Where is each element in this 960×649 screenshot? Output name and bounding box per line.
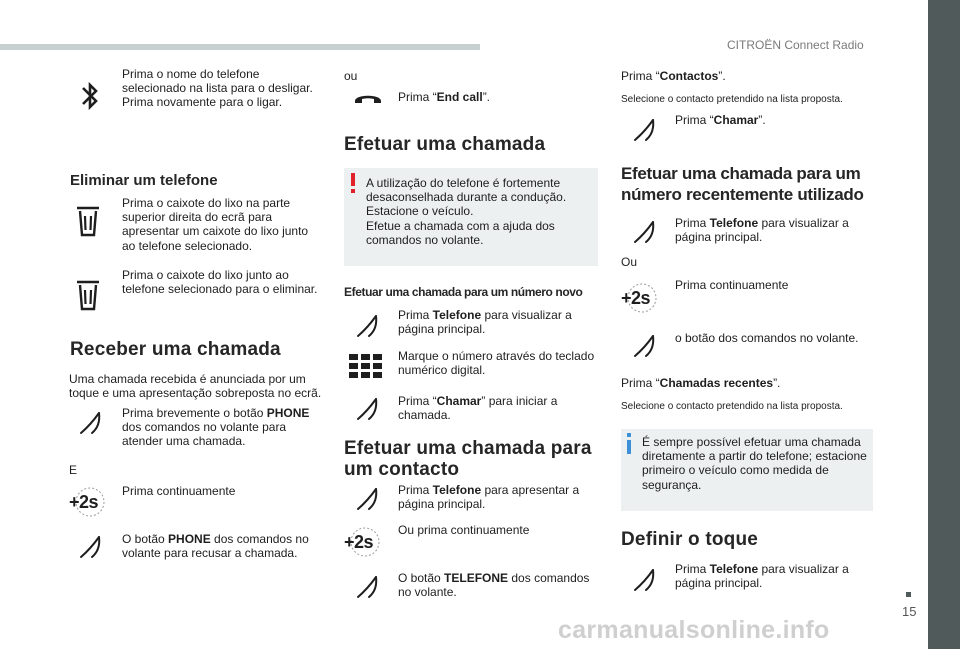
touch-icon [355, 574, 379, 600]
touch-icon [78, 534, 102, 560]
info-mark-dot [627, 433, 631, 437]
page-edge-bar [928, 0, 960, 649]
delete-step-b: Prima o caixote do lixo junto ao telefone selecionado para o eliminar. [122, 268, 318, 297]
info-mark [627, 440, 631, 454]
long-press-label: +2s [344, 532, 374, 552]
or-label: ou [344, 69, 358, 83]
touch-icon [632, 219, 656, 245]
long-press-icon [67, 486, 111, 518]
receive-step-2: Prima continuamente [122, 484, 236, 498]
delete-step-a: Prima o caixote do lixo na parte superior direita do ecrã para apresentar um caixote do lixo junto ao telefone selecionado. [122, 196, 309, 253]
brand-label: CITROËN Connect Radio [727, 38, 864, 52]
touch-icon [355, 486, 379, 512]
call-button-text: Prima “Chamar”. [675, 113, 766, 127]
ringtone-heading: Definir o toque [621, 529, 759, 550]
page-number: 15 [902, 604, 917, 619]
ringtone-step-1: Prima Telefone para visualizar a página principal. [675, 562, 849, 591]
keypad-icon [347, 352, 385, 384]
receive-call-heading: Receber uma chamada [70, 339, 281, 360]
bluetooth-icon [80, 78, 100, 114]
end-marker [906, 592, 911, 597]
end-call-text: Prima “End call”. [398, 90, 491, 104]
recent-select-text: Selecione o contacto pretendido na lista proposta. [621, 401, 843, 412]
long-press-icon [619, 282, 663, 314]
contact-step-2: Ou prima continuamente [398, 523, 530, 537]
recent-step-3: o botão dos comandos no volante. [675, 331, 859, 345]
long-press-icon [342, 526, 386, 558]
recent-step-1: Prima Telefone para visualizar a página principal. [675, 216, 849, 245]
trash-icon [76, 206, 100, 238]
ou-label: Ou [621, 255, 638, 269]
header-rule [0, 44, 480, 50]
make-call-heading: Efetuar uma chamada [344, 134, 546, 155]
watermark: carmanualsonline.info [558, 616, 830, 644]
touch-icon [632, 567, 656, 593]
touch-icon [632, 117, 656, 143]
new-number-step-1: Prima Telefone para visualizar a página principal. [398, 308, 572, 337]
new-number-step-3: Prima “Chamar” para iniciar a chamada. [398, 394, 558, 423]
long-press-label: +2s [621, 288, 651, 308]
receive-step-3: O botão PHONE dos comandos no volante para recusar a chamada. [122, 532, 309, 561]
touch-icon [355, 396, 379, 422]
warning-mark [351, 173, 355, 186]
touch-icon [632, 333, 656, 359]
info-text: É sempre possível efetuar uma chamada diretamente a partir do telefone; estacione primeiro o veículo como medida de segurança. [642, 435, 867, 492]
delete-phone-heading: Eliminar um telefone [70, 172, 218, 189]
call-contact-heading: Efetuar uma chamada para um contacto [344, 438, 592, 480]
contacts-text: Prima “Contactos”. [621, 69, 726, 83]
touch-icon [78, 410, 102, 436]
and-label: E [69, 463, 78, 477]
trash-icon [76, 280, 100, 312]
contact-step-3: O botão TELEFONE dos comandos no volante. [398, 571, 590, 600]
recent-calls-text: Prima “Chamadas recentes”. [621, 376, 781, 390]
new-number-step-2: Marque o número através do teclado numérico digital. [398, 349, 595, 378]
disconnect-text: Prima o nome do telefone selecionado na lista para o desligar. Prima novamente para o ligar. [122, 67, 313, 110]
contact-step-1: Prima Telefone para apresentar a página principal. [398, 483, 580, 512]
touch-icon [355, 313, 379, 339]
warning-text: A utilização do telefone é fortemente desaconselhada durante a condução. Estacione o veículo. Efetue a chamada com a ajuda dos comandos no volante. [366, 176, 567, 247]
long-press-label: +2s [69, 492, 99, 512]
receive-step-1: Prima brevemente o botão PHONE dos comandos no volante para atender uma chamada. [122, 406, 310, 449]
new-number-heading: Efetuar uma chamada para um número novo [344, 285, 583, 299]
contacts-select-text: Selecione o contacto pretendido na lista proposta. [621, 94, 843, 105]
receive-intro: Uma chamada recebida é anunciada por um toque e uma apresentação sobreposta no ecrã. [69, 372, 322, 401]
hang-up-icon [353, 90, 383, 106]
recent-step-2: Prima continuamente [675, 278, 789, 292]
warning-mark-dot [351, 189, 355, 193]
recent-number-heading: Efetuar uma chamada para um número recentemente utilizado [621, 164, 864, 204]
